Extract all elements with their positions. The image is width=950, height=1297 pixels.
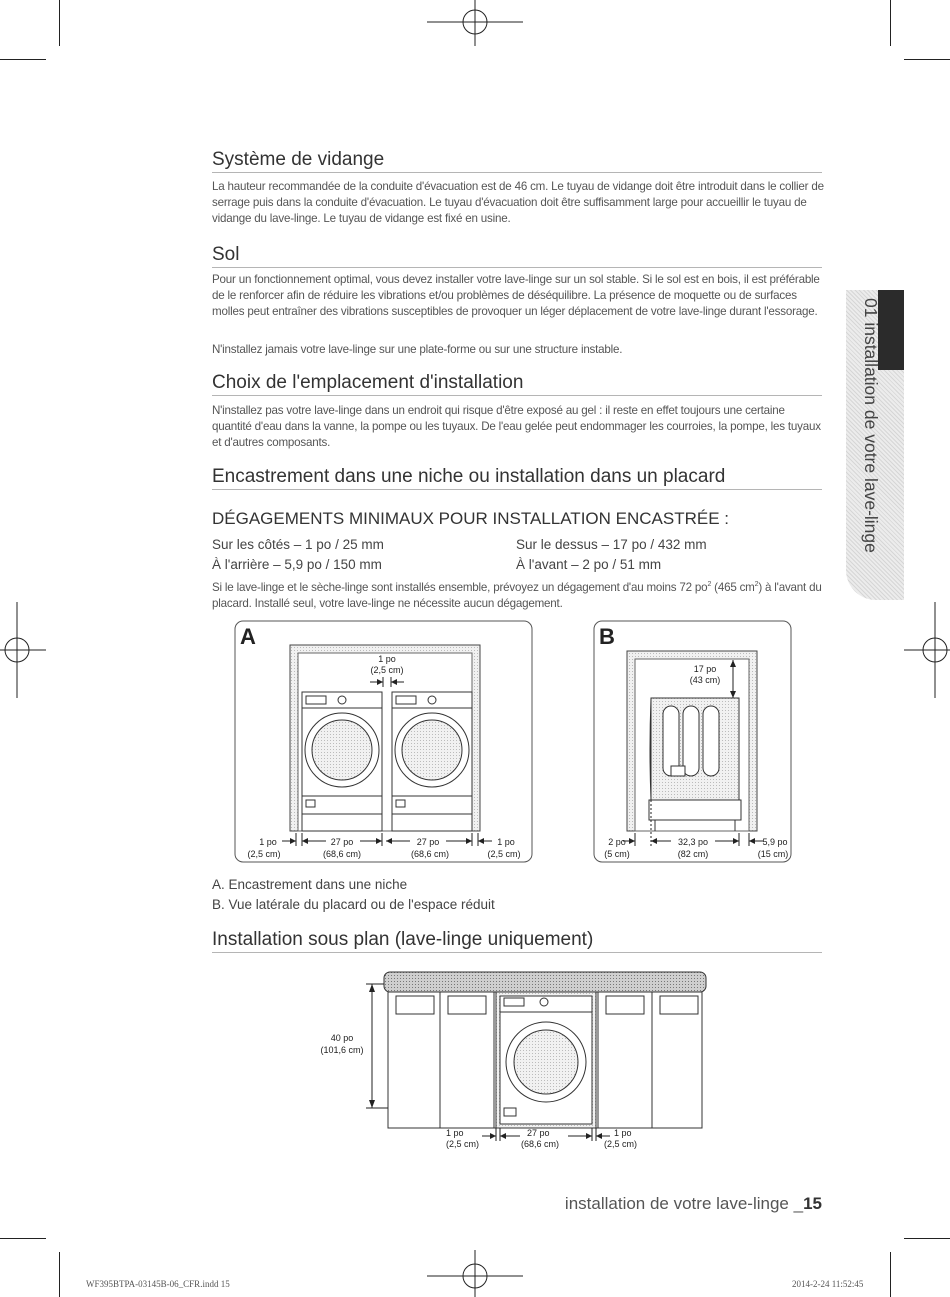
crop-mark <box>59 1252 60 1297</box>
print-file-info: WF395BTPA-03145B-06_CFR.indd 15 <box>86 1279 230 1289</box>
footer-text: installation de votre lave-linge _ <box>564 1194 804 1213</box>
figure-c-under-counter <box>310 966 720 1141</box>
crop-mark <box>890 1252 891 1297</box>
crop-mark <box>904 59 950 60</box>
caption-a: A. Encastrement dans une niche <box>212 877 408 892</box>
registration-mark <box>904 600 950 700</box>
dim-label: (68,6 cm) <box>322 849 362 859</box>
dim-label: (68,6 cm) <box>521 1139 560 1149</box>
registration-mark <box>425 1250 525 1297</box>
clearance-top: Sur le dessus – 17 po / 432 mm <box>516 537 707 552</box>
dim-label: 27 po <box>527 1128 550 1138</box>
crop-mark <box>0 59 46 60</box>
registration-mark <box>425 0 525 50</box>
figure-a-label: A <box>240 624 256 649</box>
clearance-rear: À l'arrière – 5,9 po / 150 mm <box>212 557 382 572</box>
clearance-note: Si le lave-linge et le sèche-linge sont installés ensemble, prévoyez un dégagement d'au moins 72 $po^2$ (465 $cm^2$) à l'avant du placard. Installé seul, votre lave-linge ne nécessite aucun dégagement. <box>212 580 822 610</box>
sol-text-warning: N'installez jamais votre lave-linge sur une plate-forme ou sur une structure instable. <box>212 343 623 356</box>
figure-b-side-view <box>593 620 793 865</box>
crop-mark <box>0 1238 46 1239</box>
section-title-sous-plan: Installation sous plan (lave-linge uniquement) <box>212 929 822 953</box>
section-title-encastrement: Encastrement dans une niche ou installation dans un placard <box>212 466 822 490</box>
dim-label: 1 po <box>259 837 277 847</box>
dim-label: (15 cm) <box>757 849 789 859</box>
washer-unit <box>302 692 382 831</box>
dim-label: 1 po <box>446 1128 464 1138</box>
clearance-front: À l'avant – 2 po / 51 mm <box>516 557 662 572</box>
section-title-sol: Sol <box>212 244 822 268</box>
registration-mark <box>0 600 46 700</box>
dim-label: 27 po <box>330 837 354 847</box>
clearance-subtitle: DÉGAGEMENTS MINIMAUX POUR INSTALLATION ENCASTRÉE : <box>212 509 729 528</box>
figure-a-recess <box>234 620 534 865</box>
dim-label: 17 po <box>693 664 717 674</box>
dim-label: 1 po <box>497 837 515 847</box>
dim-label: 32,3 po <box>677 837 709 847</box>
figure-b-label: B <box>599 624 615 649</box>
dim-label: 1 po <box>378 654 396 664</box>
page-footer <box>565 1194 822 1214</box>
crop-mark <box>904 1238 950 1239</box>
dim-label: (101,6 cm) <box>320 1045 364 1055</box>
choix-text: N'installez pas votre lave-linge dans un endroit qui risque d'être exposé au gel : il reste en effet toujours une certaine quantité d'eau dans la vanne, la pompe ou les tuyaux. De l'eau gelée peut endommager les courroies, la pompe, les tuyaux et d'autres composants. <box>212 404 821 449</box>
dim-label: (68,6 cm) <box>410 849 450 859</box>
print-date-info: 2014-2-24 11:52:45 <box>792 1279 864 1289</box>
dim-label: 1 po <box>614 1128 632 1138</box>
dim-label: (2,5 cm) <box>446 1139 480 1149</box>
crop-mark <box>890 0 891 46</box>
caption-b: B. Vue latérale du placard ou de l'espace réduit <box>212 897 495 912</box>
dim-label: 5,9 po <box>762 837 788 847</box>
dim-label: 40 po <box>330 1033 354 1043</box>
page-number: 15 <box>803 1194 822 1213</box>
dim-label: (2,5 cm) <box>604 1139 638 1149</box>
section-title-choix: Choix de l'emplacement d'installation <box>212 372 822 396</box>
dim-label: (82 cm) <box>677 849 709 859</box>
dim-label: (2,5 cm) <box>487 849 521 859</box>
dim-label: (2,5 cm) <box>247 849 281 859</box>
dim-label: (5 cm) <box>604 849 630 859</box>
dim-label: (2,5 cm) <box>370 665 404 675</box>
chapter-tab-label: 01 installation de votre lave-linge <box>861 298 881 553</box>
washer-unit <box>392 692 472 831</box>
crop-mark <box>59 0 60 46</box>
dim-label: 2 po <box>608 837 626 847</box>
vidange-text: La hauteur recommandée de la conduite d'évacuation est de 46 cm. Le tuyau de vidange doit être introduit dans le collier de serrage puis dans la conduite d'évacuation. Le tuyau d'évacuation doit être suffisamment large pour accueillir le tuyau de vidange du lave-linge. Le tuyau de vidange est fixé en usine. <box>212 180 824 225</box>
sol-text: Pour un fonctionnement optimal, vous devez installer votre lave-linge sur un sol stable. Si le sol est en bois, il est préférable de le renforcer afin de réduire les vibrations et/ou problèmes de déséquilibre. La présence de moquette ou de surfaces molles peut entraîner des vibrations susceptibles de provoquer un léger déplacement de votre lave-linge durant l'essorage. <box>212 273 820 318</box>
dim-label: (43 cm) <box>689 675 721 685</box>
clearance-sides: Sur les côtés – 1 po / 25 mm <box>212 537 384 552</box>
chapter-side-tab <box>846 290 904 600</box>
dim-label: 27 po <box>416 837 440 847</box>
section-title-vidange: Système de vidange <box>212 149 822 173</box>
